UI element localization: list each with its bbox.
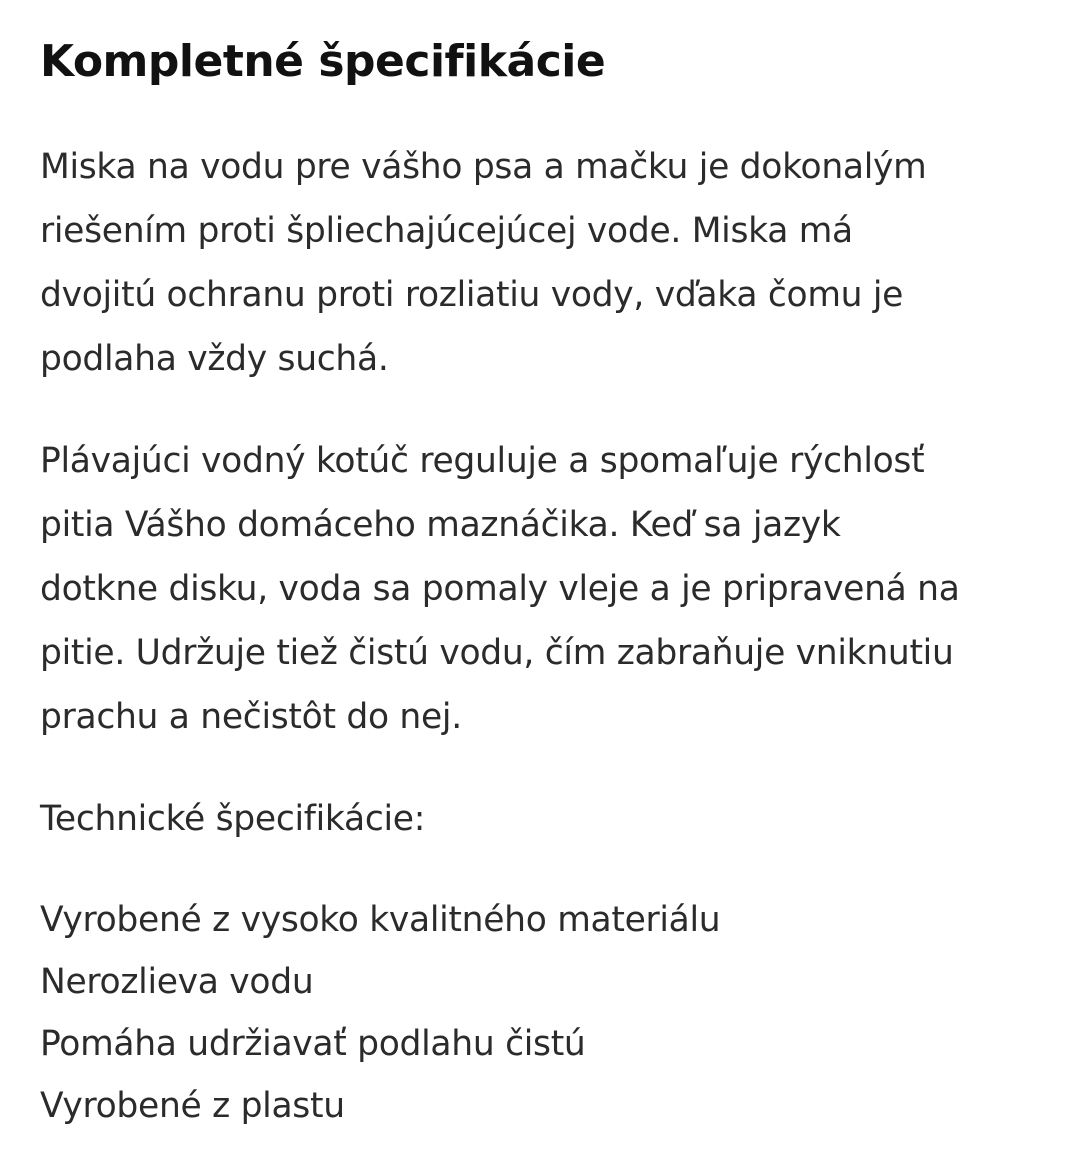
technical-heading-text: Technické špecifikácie: bbox=[40, 799, 426, 839]
disc-line: pitia Vášho domáceho maznáčika. Keď sa jazyk bbox=[40, 505, 841, 545]
disc-line: prachu a nečistôt do nej. bbox=[40, 697, 462, 737]
disc-line: Plávajúci vodný kotúč reguluje a spomaľuje rýchlosť bbox=[40, 441, 925, 481]
description-line: riešením proti špliechajúcejúcej vode. Miska má bbox=[40, 211, 853, 251]
description-line: dvojitú ochranu proti rozliatiu vody, vďaka čomu je bbox=[40, 275, 904, 315]
disc-line: pitie. Udržuje tiež čistú vodu, čím zabraňuje vniknutiu bbox=[40, 633, 954, 673]
disc-line: dotkne disku, voda sa pomaly vleje a je pripravená na bbox=[40, 569, 960, 609]
description-line: Miska na vodu pre vášho psa a mačku je dokonalým bbox=[40, 147, 927, 187]
feature-list bbox=[40, 889, 1040, 1137]
section-title: Kompletné špecifikácie bbox=[40, 36, 606, 87]
technical-heading bbox=[40, 787, 1040, 851]
feature-item: Vyrobené z vysoko kvalitného materiálu bbox=[40, 900, 721, 940]
feature-item: Pomáha udržiavať podlahu čistú bbox=[40, 1024, 586, 1064]
feature-item: Nerozlieva vodu bbox=[40, 962, 314, 1002]
disc-paragraph bbox=[40, 429, 1040, 749]
description-paragraph bbox=[40, 135, 1040, 391]
description-line: podlaha vždy suchá. bbox=[40, 339, 389, 379]
feature-item: Vyrobené z plastu bbox=[40, 1086, 345, 1126]
